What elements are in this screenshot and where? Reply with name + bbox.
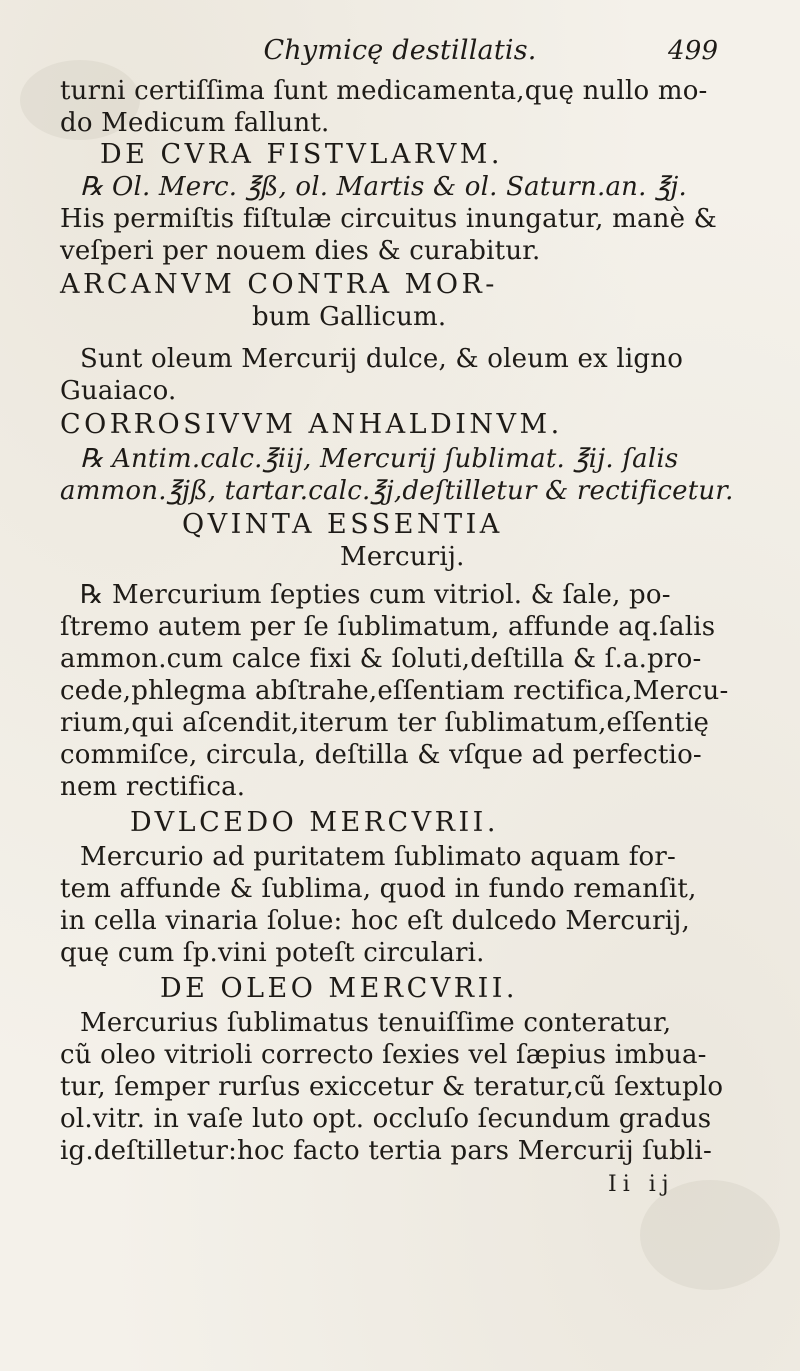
page-number: 499 [668,36,719,66]
text-line: ammon.cum calce fixi & ſoluti,deſtilla & ſ.a.pro- [60,644,702,674]
text-line: Mercurio ad puritatem ſublimato aquam for- [80,842,677,872]
section-heading-continued: Mercurij. [340,542,465,572]
text-line: tem affunde & ſublima, quod in fundo remanſit, [60,874,697,904]
text-line: commiſce, circula, deſtilla & vſque ad perfectio- [60,740,702,770]
section-heading: CORROSIVVM ANHALDINVM. [60,409,563,440]
text-line: ℞ Mercurium ſepties cum vitriol. & ſale, po- [80,580,671,610]
text-line: nem rectifica. [60,772,246,802]
text-line: quę cum ſp.vini poteſt circulari. [60,938,485,968]
text-line: Mercurius ſublimatus tenuiſſime conteratur, [80,1008,672,1038]
text-line: Guaiaco. [60,376,177,406]
text-line: ſtremo autem per ſe ſublimatum, affunde aq.ſalis [60,612,716,642]
section-heading: DVLCEDO MERCVRII. [130,807,499,838]
text-line: rium,qui aſcendit,iterum ter ſublimatum,eſſentię [60,708,710,738]
section-heading: DE CVRA FISTVLARVM. [100,139,503,170]
text-line: in cella vinaria ſolue: hoc eſt dulcedo Mercurij, [60,906,690,936]
text-line: turni certiſſima ſunt medicamenta,quę nullo mo- [60,76,708,106]
text-line: veſperi per nouem dies & curabitur. [60,236,541,266]
text-line: cũ oleo vitrioli correcto ſexies vel ſæpius imbua- [60,1040,707,1070]
text-line: ol.vitr. in vaſe luto opt. occluſo ſecundum gradus [60,1104,712,1134]
signature-mark: Ii ij [608,1172,675,1197]
recipe-line: ℞ Antim.calc.℥iij, Mercurij ſublimat. ℥ij. ſalis [80,444,679,474]
section-heading: ARCANVM CONTRA MOR- [60,269,498,300]
text-line: Sunt oleum Mercurij dulce, & oleum ex ligno [80,344,684,374]
text-line: tur, ſemper rurſus exiccetur & teratur,cũ ſextuplo [60,1072,724,1102]
recipe-line: ℞ Ol. Merc. ℥ß, ol. Martis & ol. Saturn.an. ℥j. [80,172,687,202]
text-line: ig.deſtilletur:hoc facto tertia pars Mercurij ſubli- [60,1136,712,1166]
text-line: His permiſtis fiſtulæ circuitus inungatur, manè & [60,204,718,234]
text-line: cede,phlegma abſtrahe,eſſentiam rectifica,Mercu- [60,676,729,706]
running-title: Chymicę destillatis. [263,35,537,66]
text-line: do Medicum fallunt. [60,108,330,138]
recipe-line: ammon.℥jß, tartar.calc.℥j,deſtilletur & rectificetur. [60,476,734,506]
section-heading: QVINTA ESSENTIA [182,509,503,540]
section-heading: DE OLEO MERCVRII. [160,973,519,1004]
section-heading-continued: bum Gallicum. [252,302,447,332]
